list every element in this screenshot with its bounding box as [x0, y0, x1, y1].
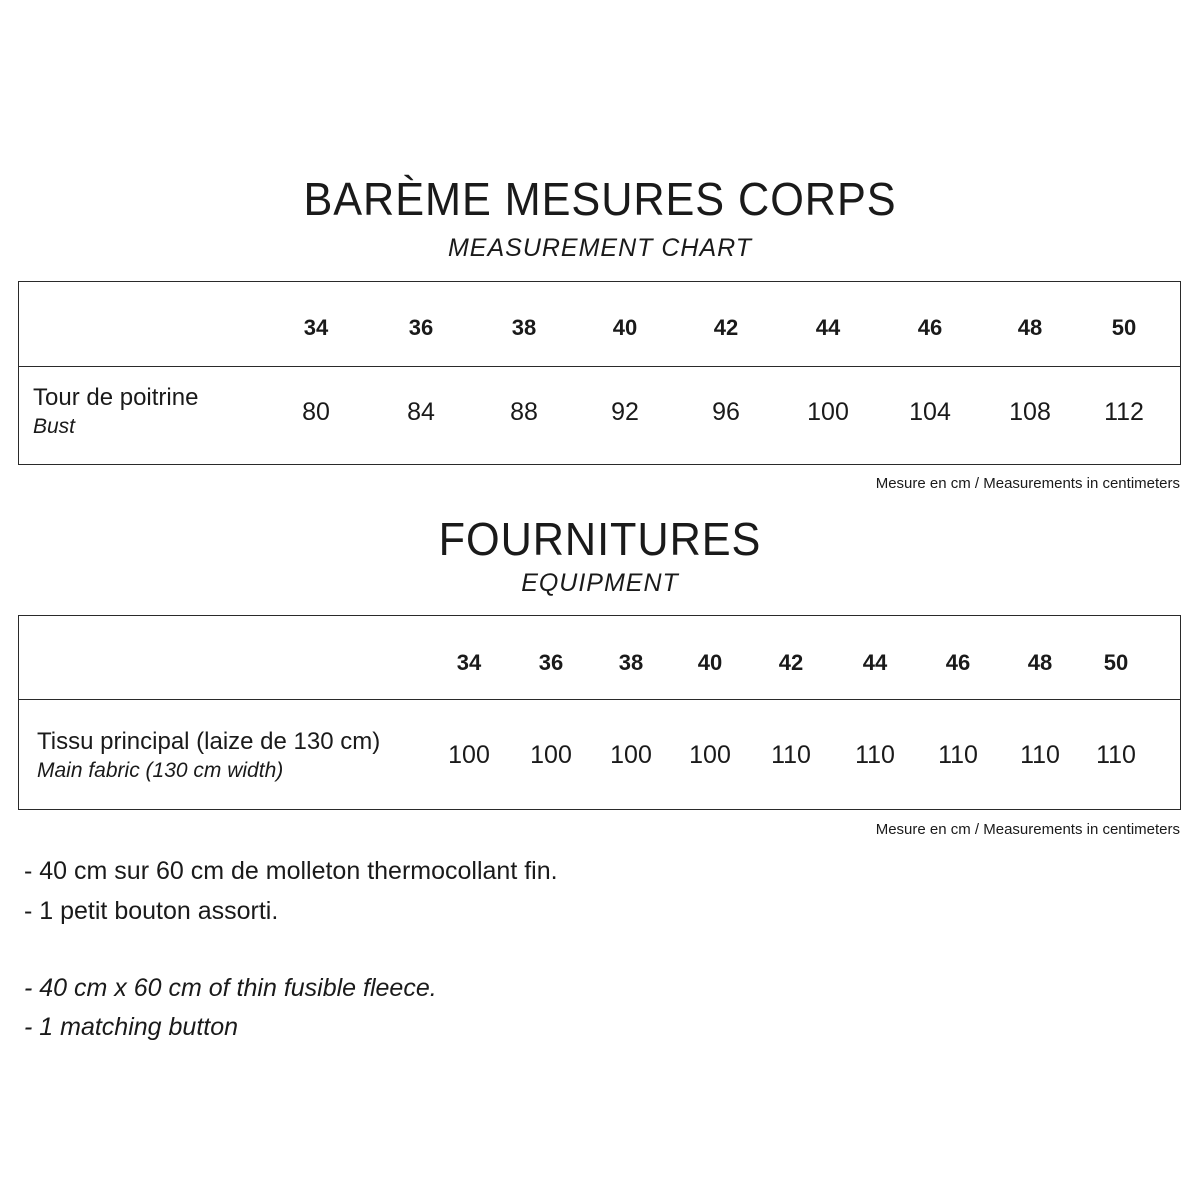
table-cell: 110 [1096, 741, 1136, 769]
size-header: 48 [1027, 650, 1053, 675]
supply-item-en: - 40 cm x 60 cm of thin fusible fleece. [24, 974, 437, 1002]
size-header: 34 [456, 650, 482, 675]
size-header: 34 [303, 315, 329, 340]
table-cell: 100 [689, 741, 731, 769]
supply-item-fr: - 40 cm sur 60 cm de molleton thermocollant fin. [24, 857, 558, 885]
size-header: 50 [1103, 650, 1129, 675]
size-header: 40 [697, 650, 723, 675]
size-header: 44 [815, 315, 841, 340]
table-cell: 80 [302, 398, 330, 426]
table-cell: 110 [1020, 741, 1060, 769]
size-header: 50 [1111, 315, 1137, 340]
size-header: 36 [538, 650, 564, 675]
row-label-en: Main fabric (130 cm width) [37, 759, 284, 782]
equipment-table-header [19, 616, 1180, 700]
table-cell: 110 [771, 741, 811, 769]
size-header: 42 [713, 315, 739, 340]
row-label-fr: Tour de poitrine [33, 384, 199, 411]
size-header: 38 [511, 315, 537, 340]
measurement-unit-note: Mesure en cm / Measurements in centimeters [875, 475, 1180, 492]
table-cell: 100 [530, 741, 572, 769]
size-header: 46 [917, 315, 943, 340]
table-cell: 84 [407, 398, 435, 426]
supply-item-fr: - 1 petit bouton assorti. [24, 897, 279, 925]
size-header: 40 [612, 315, 638, 340]
table-cell: 110 [855, 741, 895, 769]
table-cell: 92 [611, 398, 639, 426]
table-cell: 88 [510, 398, 538, 426]
measurement-table [18, 281, 1181, 465]
size-header: 42 [778, 650, 804, 675]
table-cell: 110 [938, 741, 978, 769]
table-cell: 96 [712, 398, 740, 426]
measurement-chart-title: BARÈME MESURES CORPS [303, 173, 897, 225]
table-cell: 100 [448, 741, 490, 769]
table-cell: 100 [610, 741, 652, 769]
equipment-title: FOURNITURES [438, 513, 762, 565]
table-cell: 100 [807, 398, 849, 426]
size-header: 46 [945, 650, 971, 675]
size-header: 48 [1017, 315, 1043, 340]
measurement-chart-subtitle: MEASUREMENT CHART [447, 234, 753, 262]
supply-item-en: - 1 matching button [24, 1013, 239, 1041]
size-header: 36 [408, 315, 434, 340]
equipment-unit-note: Mesure en cm / Measurements in centimeters [875, 821, 1180, 838]
row-label-en: Bust [33, 415, 76, 438]
size-header: 44 [862, 650, 888, 675]
equipment-table [18, 615, 1181, 810]
table-cell: 108 [1009, 398, 1051, 426]
equipment-subtitle: EQUIPMENT [521, 569, 679, 597]
size-header: 38 [618, 650, 644, 675]
table-cell: 104 [909, 398, 951, 426]
measurement-table-header [19, 282, 1180, 367]
row-label-fr: Tissu principal (laize de 130 cm) [37, 728, 381, 755]
table-cell: 112 [1104, 398, 1144, 426]
